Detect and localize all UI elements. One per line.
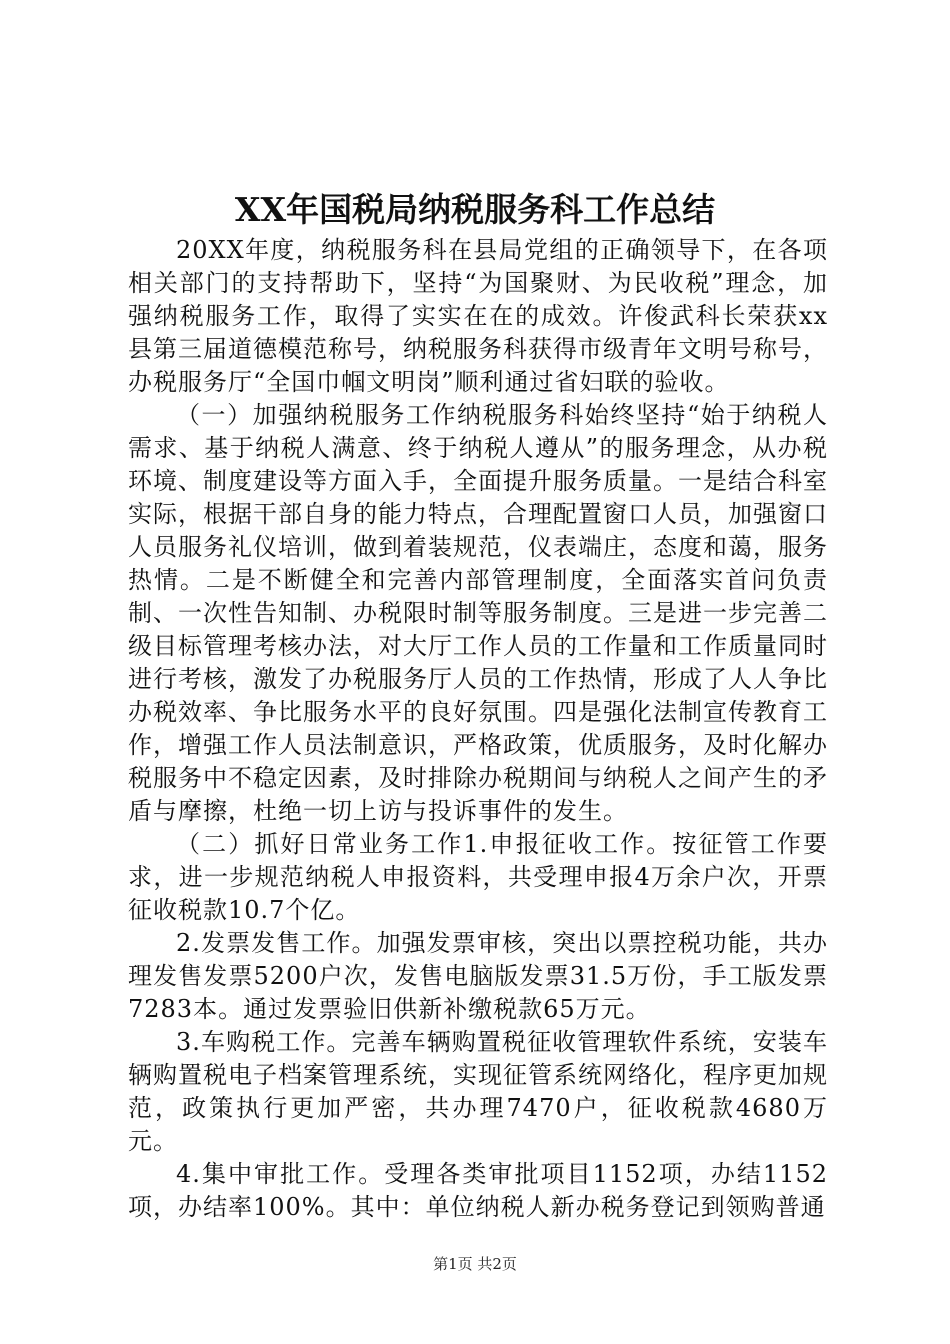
paragraph-intro: 20XX年度，纳税服务科在县局党组的正确领导下，在各项相关部门的支持帮助下，坚持“为国聚财、为民收税”理念，加强纳税服务工作，取得了实实在在的成效。许俊武科长荣获xx县第三届道德模范称号，纳税服务科获得市级青年文明号称号，办税服务厅“全国巾帼文明岗”顺利通过省妇联的验收。 [128,236,828,396]
paragraph-centralized-approval: 4.集中审批工作。受理各类审批项目1152项，办结1152项，办结率100%。其中：单位纳税人新办税务登记到领购普通 [128,1160,828,1221]
paragraph-invoice-sales: 2.发票发售工作。加强发票审核，突出以票控税功能，共办理发售发票5200户次，发售电脑版发票31.5万份，手工版发票7283本。通过发票验旧供新补缴税款65万元。 [128,929,828,1023]
paragraph-service-work: （一）加强纳税服务工作纳税服务科始终坚持“始于纳税人需求、基于纳税人满意、终于纳税人遵从”的服务理念，从办税环境、制度建设等方面入手，全面提升服务质量。一是结合科室实际，根据干部自身的能力特点，合理配置窗口人员，加强窗口人员服务礼仪培训，做到着装规范，仪表端庄，态度和蔼，服务热情。二是不断健全和完善内部管理制度，全面落实首问负责制、一次性告知制、办税限时制等服务制度。三是进一步完善二级目标管理考核办法，对大厅工作人员的工作量和工作质量同时进行考核，激发了办税服务厅人员的工作热情，形成了人人争比办税效率、争比服务水平的良好氛围。四是强化法制宣传教育工作，增强工作人员法制意识，严格政策，优质服务，及时化解办税服务中不稳定因素，及时排除办税期间与纳税人之间产生的矛盾与摩擦，杜绝一切上访与投诉事件的发生。 [128,401,828,825]
page-footer: 第1页 共2页 [433,1255,517,1273]
document-title: XX年国税局纳税服务科工作总结 [234,190,716,229]
document-body [128,234,828,1224]
paragraph-daily-work: （二）抓好日常业务工作1.申报征收工作。按征管工作要求，进一步规范纳税人申报资料，共受理申报4万余户次，开票征收税款10.7个亿。 [128,830,828,924]
paragraph-vehicle-tax: 3.车购税工作。完善车辆购置税征收管理软件系统，安装车辆购置税电子档案管理系统，实现征管系统网络化，程序更加规范，政策执行更加严密，共办理7470户，征收税款4680万元。 [128,1028,828,1155]
